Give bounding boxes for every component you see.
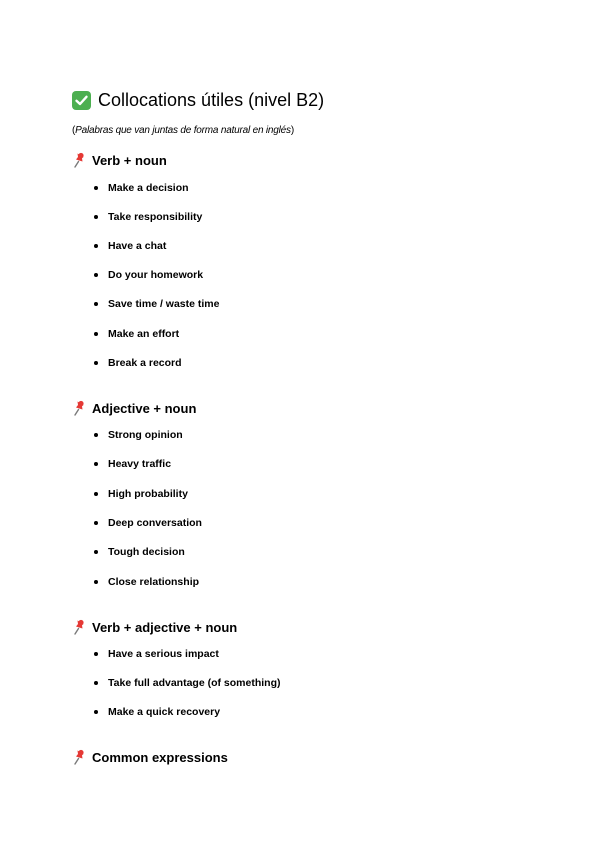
bullet (94, 215, 98, 219)
section-common-expressions (72, 748, 228, 766)
bullet (94, 433, 98, 437)
page-title (72, 90, 324, 111)
list-item: Take full advantage (of something) (94, 676, 281, 690)
list-item: Deep conversation (94, 516, 202, 530)
list-item: Make an effort (94, 327, 179, 341)
list-item: Have a serious impact (94, 647, 219, 661)
list-item: Strong opinion (94, 428, 183, 442)
list-item: Heavy traffic (94, 457, 171, 471)
pushpin-icon (72, 400, 86, 416)
subtitle-text: Palabras que van juntas de forma natural en inglés (75, 125, 291, 136)
list-item: Tough decision (94, 545, 185, 559)
bullet (94, 361, 98, 365)
bullet (94, 462, 98, 466)
section-adjective-noun (72, 399, 202, 588)
pushpin-icon (72, 152, 86, 168)
list-item: Close relationship (94, 575, 199, 589)
list-item: Save time / waste time (94, 297, 219, 311)
section-heading: Verb + noun (72, 151, 167, 169)
bullet (94, 302, 98, 306)
section-heading: Adjective + noun (72, 399, 196, 417)
list-item: Take responsibility (94, 210, 202, 224)
bullet (94, 521, 98, 525)
bullet (94, 681, 98, 685)
check-mark-icon (72, 91, 91, 110)
bullet (94, 580, 98, 584)
bullet (94, 273, 98, 277)
page-subtitle: (Palabras que van juntas de forma natural en inglés) (72, 125, 294, 136)
section-heading: Common expressions (72, 748, 228, 766)
section-verb-adjective-noun (72, 618, 281, 718)
bullet (94, 244, 98, 248)
page-title-text: Collocations útiles (nivel B2) (98, 90, 325, 110)
bullet (94, 710, 98, 714)
section-heading: Verb + adjective + noun (72, 618, 237, 636)
list-item: Make a decision (94, 181, 189, 195)
list-item: Do your homework (94, 268, 203, 282)
bullet (94, 550, 98, 554)
pushpin-icon (72, 749, 86, 765)
section-verb-noun (72, 151, 220, 369)
list-item: Make a quick recovery (94, 705, 220, 719)
bullet (94, 332, 98, 336)
pushpin-icon (72, 619, 86, 635)
bullet (94, 492, 98, 496)
bullet (94, 186, 98, 190)
list-item: Have a chat (94, 239, 166, 253)
list-item: Break a record (94, 356, 182, 370)
bullet (94, 652, 98, 656)
list-item: High probability (94, 487, 188, 501)
